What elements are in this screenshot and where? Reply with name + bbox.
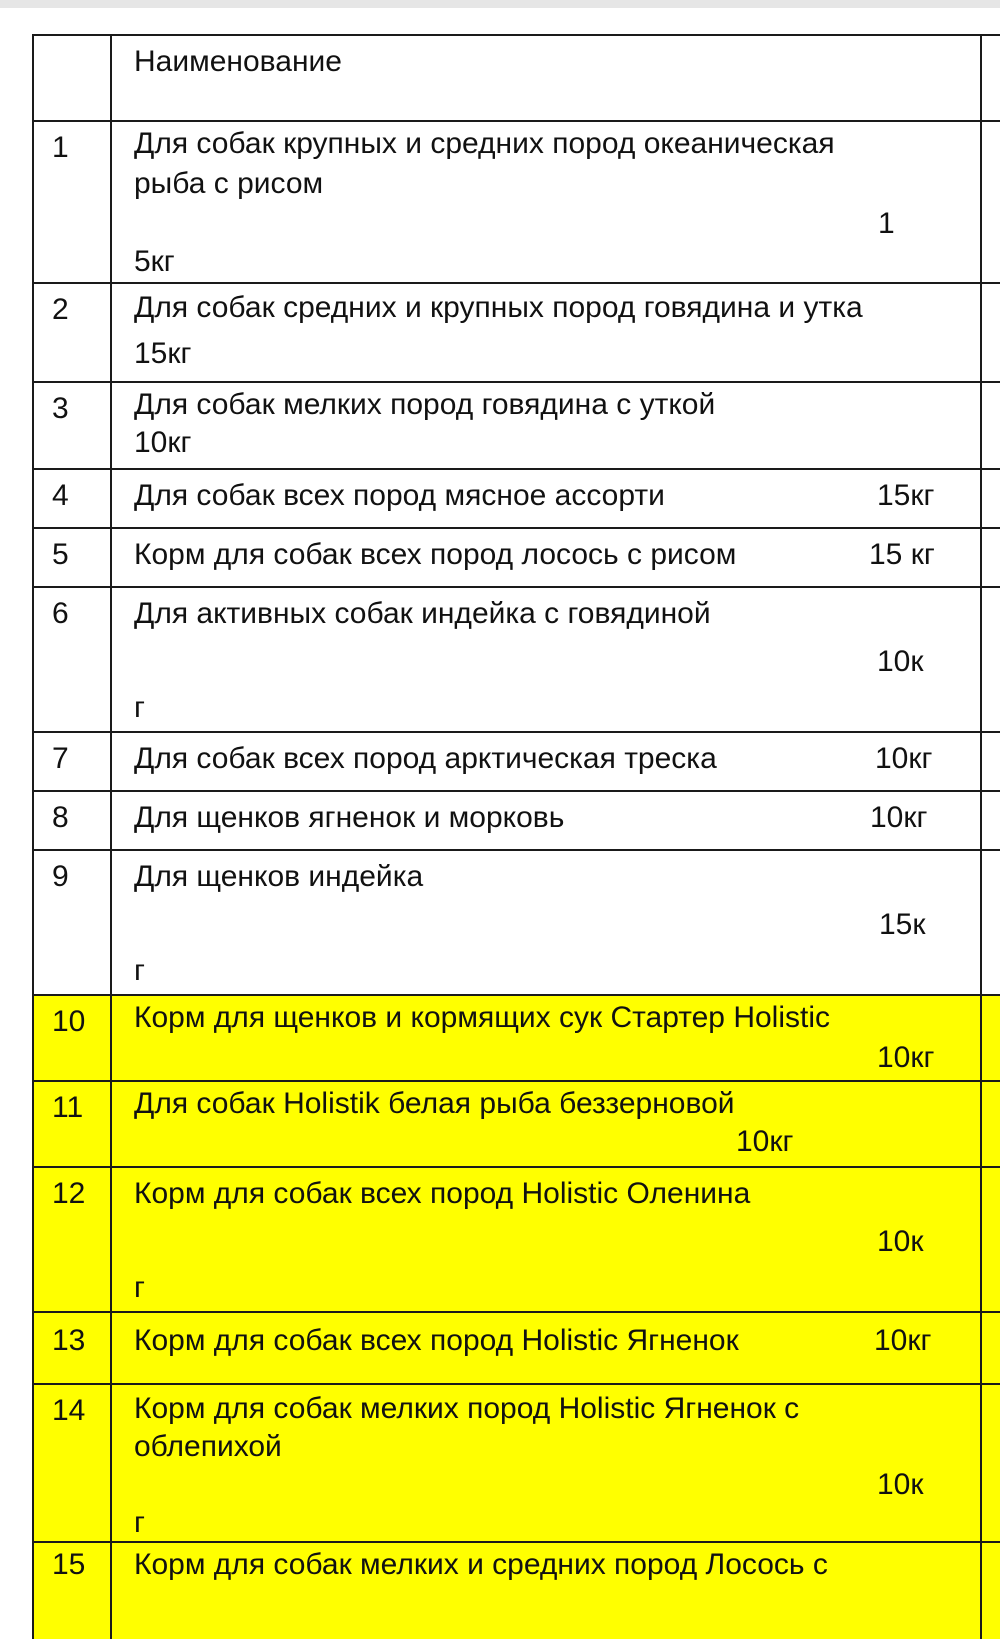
row-name-line: облепихой bbox=[134, 1430, 282, 1463]
table-row-highlighted bbox=[34, 996, 1000, 1082]
row-name-line: Для собак всех пород мясное ассорти bbox=[134, 479, 665, 512]
row-name-line: рыба с рисом bbox=[134, 167, 324, 200]
row-weight-tail: г bbox=[134, 1506, 145, 1539]
row-name-line: Для собак Holistik белая рыба беззерновой bbox=[134, 1087, 735, 1120]
row-weight-tail: г bbox=[134, 1271, 145, 1304]
document-table bbox=[32, 34, 1000, 1639]
table-row-highlighted bbox=[34, 1168, 1000, 1313]
row-number: 3 bbox=[52, 392, 69, 425]
row-weight: 15кг bbox=[877, 479, 935, 512]
row-number: 8 bbox=[52, 801, 69, 834]
row-name-line: Для собак средних и крупных пород говядина и утка bbox=[134, 291, 863, 324]
table-row-highlighted bbox=[34, 1313, 1000, 1385]
row-name-line: Корм для собак мелких и средних пород Лосось с bbox=[134, 1548, 828, 1581]
table-header-row bbox=[34, 36, 1000, 122]
row-name-line: 10кг bbox=[134, 426, 192, 459]
table-row bbox=[34, 588, 1000, 733]
row-name-line: Корм для собак всех пород Holistic Ягненок bbox=[134, 1324, 739, 1357]
table-row bbox=[34, 122, 1000, 284]
row-number: 5 bbox=[52, 538, 69, 571]
table-row bbox=[34, 792, 1000, 851]
row-number: 7 bbox=[52, 742, 69, 775]
row-weight: 10кг bbox=[875, 742, 933, 775]
row-weight: 10кг bbox=[736, 1125, 794, 1158]
table-row bbox=[34, 733, 1000, 792]
row-name-line: Корм для собак всех пород Holistic Оленина bbox=[134, 1177, 751, 1210]
row-weight: 10кг bbox=[870, 801, 928, 834]
row-number: 1 bbox=[52, 131, 69, 164]
row-name-line: Корм для собак мелких пород Holistic Ягненок с bbox=[134, 1392, 800, 1425]
table-row-highlighted bbox=[34, 1385, 1000, 1543]
top-strip bbox=[0, 0, 1000, 8]
row-weight: 10к bbox=[877, 1468, 924, 1501]
table-row-highlighted bbox=[34, 1543, 1000, 1639]
table-row bbox=[34, 851, 1000, 996]
row-number: 14 bbox=[52, 1394, 86, 1427]
row-weight: 1 bbox=[878, 207, 895, 240]
row-name-line: 15кг bbox=[134, 337, 192, 370]
table-row bbox=[34, 470, 1000, 529]
table-row bbox=[34, 529, 1000, 588]
row-weight-tail: г bbox=[134, 954, 145, 987]
row-number: 13 bbox=[52, 1324, 86, 1357]
row-number: 11 bbox=[52, 1091, 84, 1124]
row-number: 10 bbox=[52, 1005, 86, 1038]
row-number: 2 bbox=[52, 293, 69, 326]
row-name-line: Для собак всех пород арктическая треска bbox=[134, 742, 717, 775]
row-weight: 10к bbox=[877, 1225, 924, 1258]
row-number: 6 bbox=[52, 597, 69, 630]
row-name-line: Для собак мелких пород говядина с уткой bbox=[134, 388, 716, 421]
table-row-highlighted bbox=[34, 1082, 1000, 1168]
row-name-line: Для щенков ягненок и морковь bbox=[134, 801, 565, 834]
table-row bbox=[34, 284, 1000, 383]
row-weight: 10кг bbox=[874, 1324, 932, 1357]
row-number: 9 bbox=[52, 860, 69, 893]
row-weight: 15 кг bbox=[869, 538, 935, 571]
row-number: 12 bbox=[52, 1177, 86, 1210]
header-name-col: Наименование bbox=[134, 45, 342, 78]
row-weight: 10к bbox=[877, 645, 924, 678]
row-name-line: Для собак крупных и средних пород океаническая bbox=[134, 127, 835, 160]
table-row bbox=[34, 383, 1000, 470]
row-name-line: Для щенков индейка bbox=[134, 860, 424, 893]
row-weight: 15к bbox=[879, 908, 926, 941]
row-name-line: Корм для собак всех пород лосось с рисом bbox=[134, 538, 737, 571]
row-number: 4 bbox=[52, 479, 69, 512]
row-number: 15 bbox=[52, 1548, 86, 1581]
row-name-line: Для активных собак индейка с говядиной bbox=[134, 597, 711, 630]
row-weight-tail: 5кг bbox=[134, 245, 175, 278]
row-weight-tail: г bbox=[134, 691, 145, 724]
row-name-line: Корм для щенков и кормящих сук Стартер Holistic bbox=[134, 1001, 831, 1034]
row-weight: 10кг bbox=[877, 1041, 935, 1074]
